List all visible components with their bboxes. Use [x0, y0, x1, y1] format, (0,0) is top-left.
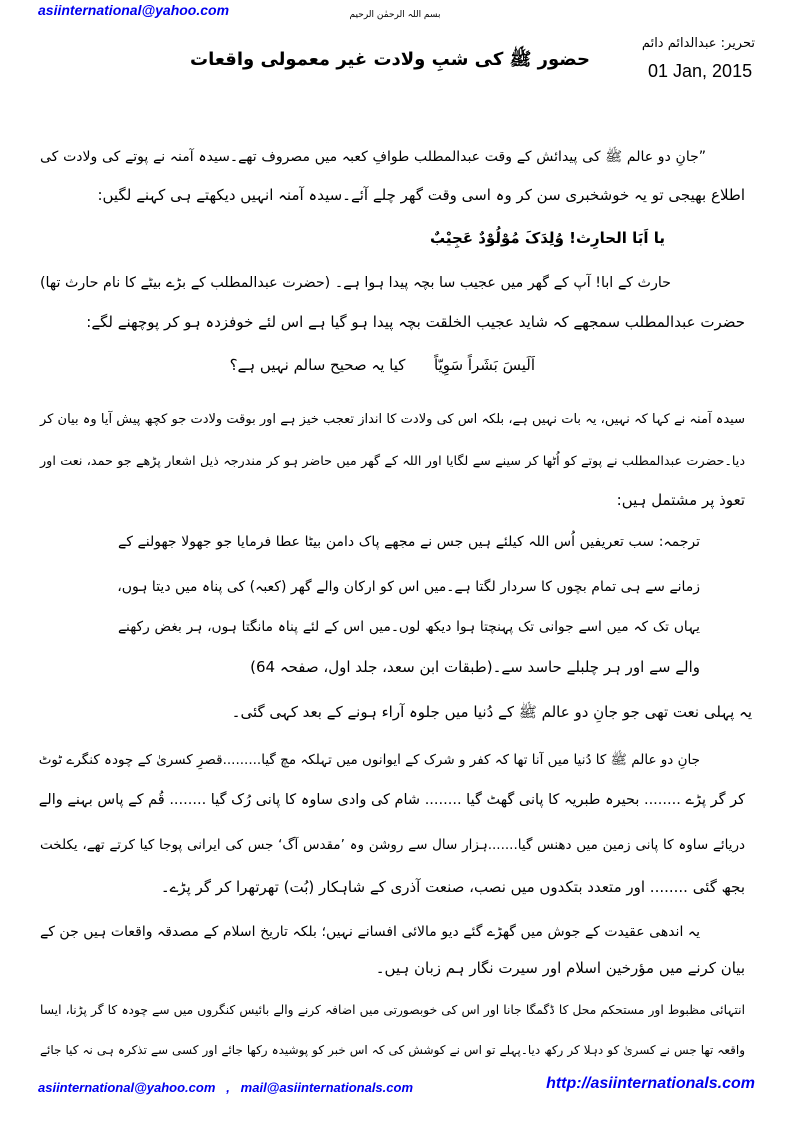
arabic-quote: یا اَبَا الحارِث! وُلِدَکَ مُوْلُوْدٌ عَجِیْبٌ [429, 229, 665, 247]
header-email[interactable]: asiinternational@yahoo.com [38, 2, 230, 18]
body-line: سیدہ آمنہ نے کہا کہ نہیں، یہ بات نہیں ہے، بلکہ اس کی ولادت کا انداز تعجب خیز ہے اور بوقت ولادت جو کچھ پیش آیا وہ بیان کر [40, 412, 745, 427]
body-line: تعوذ پر مشتمل ہیں: [616, 491, 745, 509]
translation-line: زمانے سے ہی تمام بچوں کا سردار لگتا ہے۔میں اس کو ارکان والے گھر (کعبہ) کی پناہ میں دیتا ہوں، [117, 579, 700, 595]
author-byline: تحریر: عبدالدائم دائم [641, 36, 755, 51]
body-line: اطلاع بھیجی تو یہ خوشخبری سن کر وہ اسی وقت گھر چلے آئے۔سیدہ آمنہ انہیں دیکھتے ہی کہنے لگیں: [97, 186, 745, 204]
body-line: یہ پہلی نعت تھی جو جانِ دو عالم ﷺ کے دُنیا میں جلوہ آراء ہونے کے بعد کہی گئی۔ [231, 703, 752, 721]
page-title: حضور ﷺ کی شبِ ولادت غیر معمولی واقعات [190, 49, 590, 70]
body-line: کر گر پڑے ........ بحیرہ طبریہ کا پانی گھٹ گیا ........ شام کی وادی ساوہ کا پانی رُک گیا ........ قُم کے پاس بہنے والے [38, 792, 745, 808]
body-line: ”جانِ دو عالم ﷺ کی پیدائش کے وقت عبدالمطلب طوافِ کعبہ میں مصروف تھے۔سیدہ آمنہ نے پوتے کی ولادت کی [40, 149, 706, 165]
body-line: دیا۔حضرت عبدالمطلب نے پوتے کو اُٹھا کر سینے سے لگایا اور اللہ کے گھر میں حاضر ہو کر مندرجہ ذیل اشعار پڑھے جو حمد، نعت اور [40, 454, 745, 469]
body-line: حارث کے ابا! آپ کے گھر میں عجیب سا بچہ پیدا ہوا ہے۔ (حضرت عبدالمطلب کے بڑے بیٹے کا نام حارث تھا) [40, 275, 671, 291]
body-line: جانِ دو عالم ﷺ کا دُنیا میں آنا تھا کہ کفر و شرک کے ایوانوں میں تہلکہ مچ گیا.........قصرِ کسریٰ کے چودہ کنگرے ٹوٹ [38, 752, 700, 768]
body-line: بجھ گئی ........ اور متعدد بتکدوں میں نصب، صنعت آذری کے شاہکار (بُت) تھرتھرا کر گر پڑے۔ [160, 878, 745, 896]
translation-line: یہاں تک کہ میں اسے جوانی تک پہنچتا ہوا دیکھ لوں۔میں اس کے لئے پناہ مانگتا ہوں، ہر بغض رکھنے [118, 619, 700, 635]
footer-website-link[interactable]: http://asiinternationals.com [546, 1075, 755, 1092]
translation-line: ترجمہ: سب تعریفیں اُس اللہ کیلئے ہیں جس نے مجھے پاک دامن بیٹا عطا فرمایا جو جھولا جھولنے کے [118, 534, 700, 550]
arabic-quote: اَلَیسَ بَشَراً سَوِیّاً کیا یہ صحیح سالم نہیں ہے؟ [229, 356, 535, 374]
body-line: بیان کرنے میں مؤرخین اسلام اور سیرت نگار ہم زبان ہیں۔ [375, 959, 745, 977]
publish-date: 01 Jan, 2015 [648, 61, 753, 81]
body-line: حضرت عبدالمطلب سمجھے کہ شاید عجیب الخلقت بچہ پیدا ہو گیا ہے اس لئے خوفزدہ ہو کر پوچھنے لگے: [86, 313, 745, 331]
body-line: دریائے ساوہ کا پانی زمین میں دھنس گیا.......ہزار سال سے روشن وہ ’مقدس آگ‘ جس کی ایرانی پوجا کیا کرتے تھے، یکلخت [40, 837, 745, 853]
translation-line: والے سے اور ہر چلبلے حاسد سے۔(طبقات ابن سعد، جلد اول، صفحہ 64) [250, 658, 700, 676]
body-line: یہ اندھی عقیدت کے جوش میں گھڑے گئے دیو مالائی افسانے نہیں؛ بلکہ تاریخ اسلام کے مصدقہ واقعات ہیں جن کے [40, 924, 700, 940]
footer-emails[interactable]: asiinternational@yahoo.com , mail@asiinternationals.com [38, 1080, 414, 1095]
body-line: واقعہ تھا جس نے کسریٰ کو دہلا کر رکھ دیا۔پہلے تو اس نے کوشش کی کہ اس خبر کو پوشیدہ رکھا جائے اور کسی سے تذکرہ ہی نہ کیا جائے [40, 1043, 745, 1057]
bismillah: بسم اللہ الرحمٰن الرحیم [349, 10, 441, 20]
body-line: انتہائی مظبوط اور مستحکم محل کا ڈگمگا جانا اور اس کی خوبصورتی میں اضافہ کرنے والے بائیس کنگروں میں سے چودہ کا گر پڑنا، ایسا [40, 1003, 745, 1017]
